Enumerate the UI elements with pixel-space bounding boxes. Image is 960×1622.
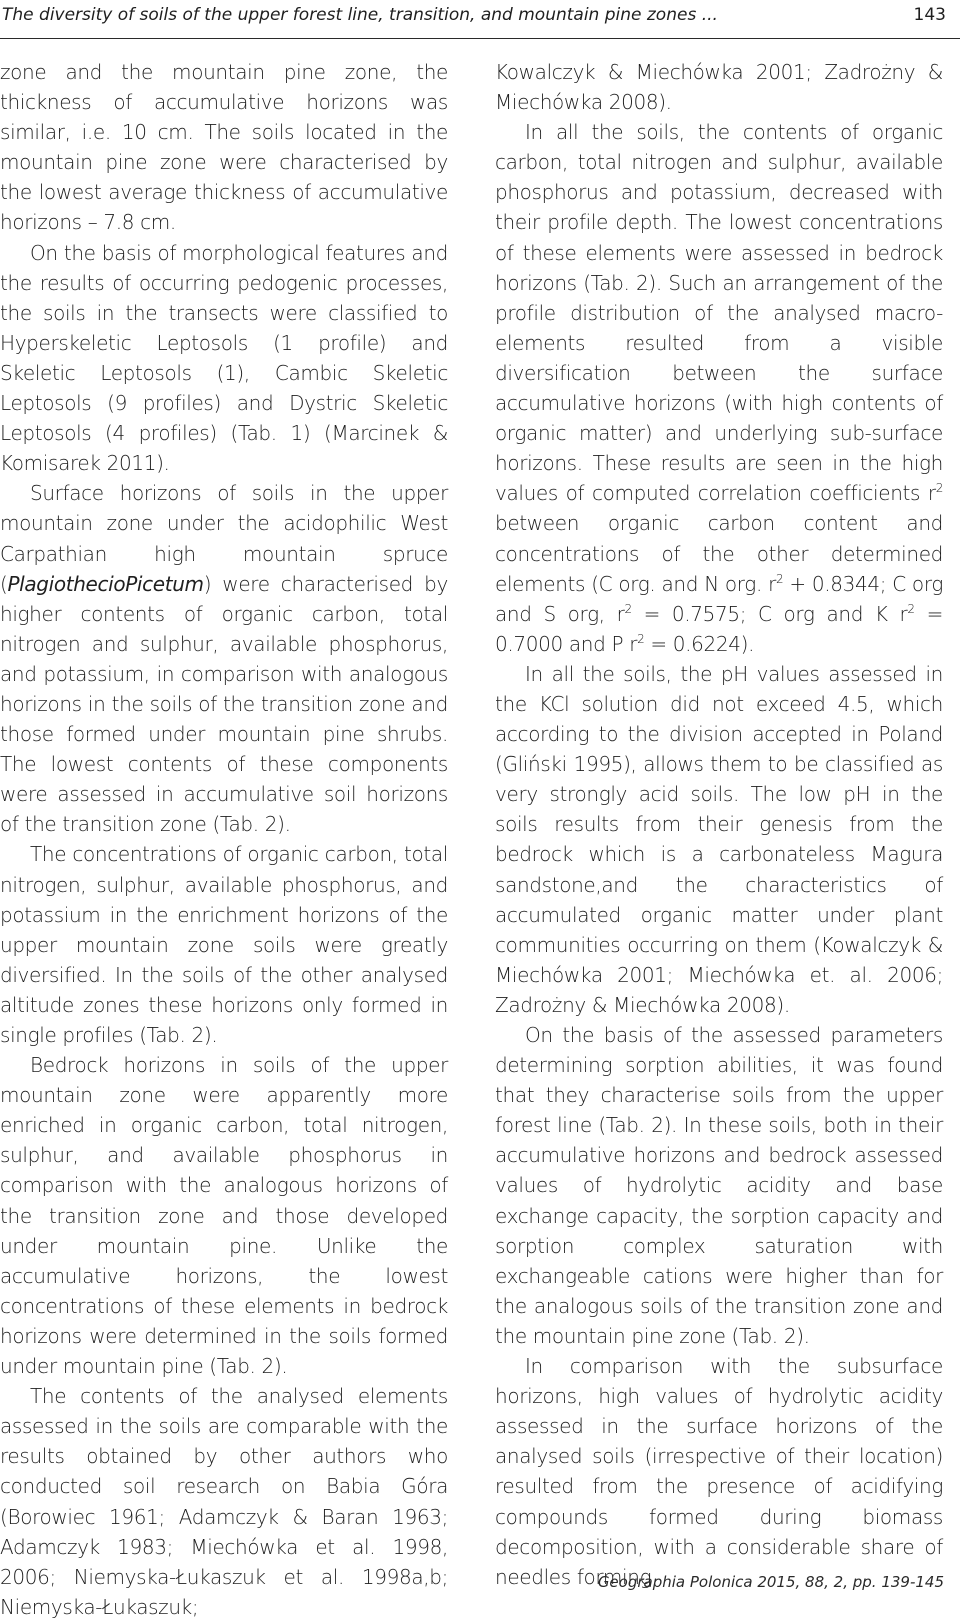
superscript: 2 bbox=[775, 571, 784, 586]
text-run: Surface horizons of soils in the upper mountain zone under the acidophilic West Carpathian high mountain spruce ( bbox=[0, 481, 448, 596]
paragraph: On the basis of the assessed parameters determining sorption abilities, it was found that they characterise soils from the upper forest line (Tab. 2). In these soils, both in their accumulative horizons and bedrock assessed values of hydrolytic acidity and base exchange capacity, the sorption capacity and sorption complex saturation with exchangeable cations were higher than for the analogous soils of the transition zone and the mountain pine zone (Tab. 2). bbox=[495, 1023, 943, 1348]
paragraph: On the basis of morphological features and the results of occurring pedogenic processes, the soils in the transects were classified to Hyperskeletic Leptosols (1 profile) and Skeletic Leptosols (1), Cambic Skeletic Leptosols (9 profiles) and Dystric Skeletic Leptosols (4 profiles) (Tab. 1) (Marcinek & Komisarek 2011). bbox=[0, 240, 448, 476]
text-run: + 0.8344; C org and S org, r bbox=[495, 571, 943, 626]
text-run: between organic carbon content and concentrations of the other determined elements (C org. and N org. r bbox=[495, 511, 943, 596]
journal-citation: Geographia Polonica 2015, 88, 2, pp. 139-145 bbox=[597, 1573, 944, 1591]
right-column bbox=[495, 57, 943, 1592]
superscript: 2 bbox=[935, 481, 943, 496]
paragraph: Bedrock horizons in soils of the upper mountain zone were apparently more enriched in organic carbon, total nitrogen, sulphur, and available phosphorus in comparison with the analogous horizons of the transition zone and those developed under mountain pine. Unlike the accumulative horizons, the lowest concentrations of these elements in bedrock horizons were determined in the soils formed under mountain pine (Tab. 2). bbox=[0, 1053, 448, 1379]
paragraph: Kowalczyk & Miechówka 2001; Zadrożny & Miechówka 2008). bbox=[495, 60, 943, 115]
running-title: The diversity of soils of the upper forest line, transition, and mountain pine zones ... bbox=[2, 5, 718, 25]
paragraph: In comparison with the subsurface horizons, high values of hydrolytic acidity assessed in the surface horizons of the analysed soils (irrespective of their location) resulted from the presence of acidifying compounds formed during biomass decomposition, with a considerable share of needles forming bbox=[495, 1354, 943, 1589]
paragraph: zone and the mountain pine zone, the thickness of accumulative horizons was similar, i.e. 10 cm. The soils located in the mountain pine zone were characterised by the lowest average thickness of accumulative horizons – 7.8 cm. bbox=[0, 60, 448, 235]
text-run: In all the soils, the contents of organic carbon, total nitrogen and sulphur, available phosphorus and potassium, decreased with their profile depth. The lowest concentrations of these elements were assessed in bedrock horizons (Tab. 2). Such an arrangement of the profile distribution of the analysed macro-elements resulted from a visible diversification between the surface accumulative horizons (with high contents of organic matter) and underlying sub-surface horizons. These results are seen in the high values of computed correlation coefficients r bbox=[495, 120, 943, 506]
text-run: = 0.7000 and P r bbox=[495, 601, 943, 656]
paragraph: In all the soils, the pH values assessed in the KCl solution did not exceed 4.5, which according to the division accepted in Poland (Gliński 1995), allows them to be classified as very strongly acid soils. The low pH in the soils results from their genesis from the bedrock which is a carbonateless Magura sandstone,and the characteristics of accumulated organic matter under plant communities occurring on them (Kowalczyk & Miechówka 2001; Miechówka et. al. 2006; Zadrożny & Miechówka 2008). bbox=[495, 661, 943, 1017]
header-rule bbox=[0, 38, 960, 39]
superscript: 2 bbox=[624, 601, 632, 616]
paragraph bbox=[0, 478, 448, 839]
paragraph bbox=[495, 117, 943, 659]
left-column bbox=[0, 57, 448, 1622]
superscript: 2 bbox=[907, 601, 915, 616]
text-run: = 0.7575; C org and K r bbox=[631, 601, 908, 626]
running-header bbox=[0, 2, 960, 28]
paragraph: The contents of the analysed elements assessed in the soils are comparable with the results obtained by other authors who conducted soil research on Babia Góra (Borowiec 1961; Adamczyk & Baran 1963; Adamczyk 1983; Miechówka et al. 1998, 2006; Niemyska-Łukaszuk et al. 1998a,b; Niemyska-Łukaszuk; bbox=[0, 1384, 448, 1619]
page-number: 143 bbox=[913, 5, 946, 25]
species-name: PlagiothecioPicetum bbox=[7, 571, 204, 596]
text-run: ) were characterised by higher contents of organic carbon, total nitrogen and sulphur, available phosphorus, and potassium, in comparison with analogous horizons in the soils of the transition zone and those formed under mountain pine shrubs. The lowest contents of these components were assessed in accumulative soil horizons of the transition zone (Tab. 2). bbox=[0, 571, 448, 837]
text-run: = 0.6224). bbox=[644, 631, 755, 656]
paragraph: The concentrations of organic carbon, total nitrogen, sulphur, available phosphorus, and potassium in the enrichment horizons of the upper mountain zone soils were greatly diversified. In the soils of the other analysed altitude zones these horizons only formed in single profiles (Tab. 2). bbox=[0, 842, 448, 1047]
superscript: 2 bbox=[637, 631, 645, 646]
